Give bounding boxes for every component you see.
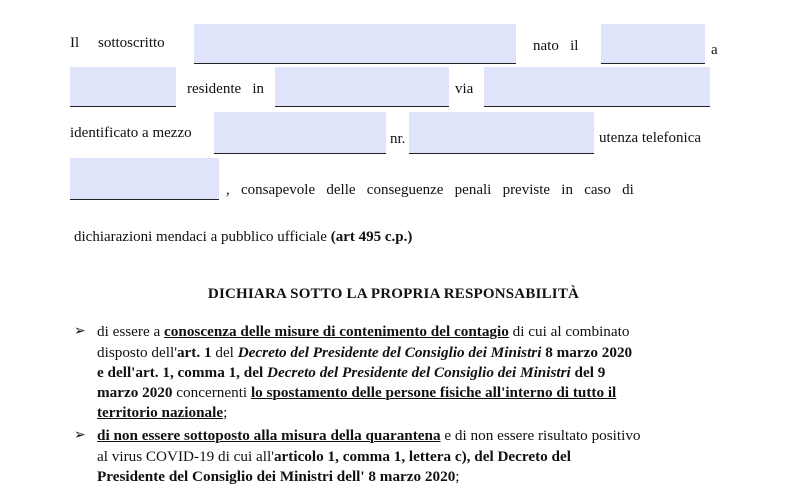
label-nr: nr.: [390, 131, 406, 147]
b2-line-3: [97, 467, 460, 487]
b1-l2b: art. 1: [176, 344, 212, 361]
id-document-field[interactable]: [214, 112, 386, 154]
b2-l2a: al virus COVID-19 di cui all': [97, 448, 274, 465]
label-residente-in: residente in: [187, 81, 265, 97]
art-reference: (art 495 c.p.): [330, 229, 413, 245]
label-nato-il: nato il: [533, 38, 579, 54]
birth-date-field[interactable]: [601, 24, 705, 64]
label-utenza: utenza telefonica: [599, 130, 702, 146]
id-number-field[interactable]: [409, 112, 594, 154]
b1-l2d: Decreto del Presidente del Consiglio dei Ministri: [237, 344, 542, 361]
label-identificato: identificato a mezzo: [70, 125, 192, 141]
label-consapevole: , consapevole delle conseguenze penali previste in caso di: [226, 182, 634, 198]
dichiarazioni-text: dichiarazioni mendaci a pubblico ufficiale: [74, 229, 331, 245]
section-heading: DICHIARA SOTTO LA PROPRIA RESPONSABILITÀ: [207, 286, 580, 302]
label-sottoscritto: sottoscritto: [98, 35, 165, 51]
residence-field[interactable]: [275, 67, 449, 107]
b1-l1a: di essere a: [97, 323, 165, 340]
b2-l1a: di non essere sottoposto alla misura della quarantena: [97, 427, 441, 444]
b1-l4b: concernenti: [172, 384, 251, 401]
b1-l1b: conoscenza delle misure di contenimento del contagio: [164, 323, 509, 340]
b1-l5b: ;: [223, 404, 228, 421]
b1-l2a: disposto dell': [97, 344, 177, 361]
street-field[interactable]: [484, 67, 710, 107]
dichiarazioni-line: [74, 228, 412, 246]
b1-l1c: di cui al combinato: [508, 323, 630, 340]
b1-l3a: e dell'art. 1, comma 1, del: [97, 364, 267, 381]
b2-l1b: e di non essere risultato positivo: [440, 427, 641, 444]
b1-line-3: [97, 363, 605, 383]
label-il: Il: [70, 35, 80, 51]
b1-l3c: del 9: [570, 364, 606, 381]
b2-l3a: Presidente del Consiglio dei Ministri dell' 8 marzo 2020: [97, 468, 456, 485]
b1-line-5: [97, 403, 227, 423]
name-field[interactable]: [194, 24, 516, 64]
b1-l2e: 8 marzo 2020: [541, 344, 633, 361]
b1-l5a: territorio nazionale: [97, 404, 224, 421]
b1-l4a: marzo 2020: [97, 384, 173, 401]
b2-l2b: articolo 1, comma 1, lettera c), del Decreto del: [273, 448, 571, 465]
label-a: a: [711, 42, 718, 58]
bullet-icon: ➢: [74, 324, 86, 339]
b1-line-1: [97, 322, 629, 342]
label-via: via: [455, 81, 474, 97]
b1-l2c: del: [211, 344, 238, 361]
b2-line-2: [97, 447, 571, 467]
b2-line-1: [97, 426, 641, 446]
b1-line-2: [97, 343, 632, 363]
b2-l3b: ;: [455, 468, 460, 485]
birth-place-field[interactable]: [70, 67, 176, 107]
b1-line-4: [97, 383, 616, 403]
bullet-icon: ➢: [74, 428, 86, 443]
b1-l3b: Decreto del Presidente del Consiglio dei Ministri: [266, 364, 571, 381]
phone-field[interactable]: [70, 158, 219, 200]
b1-l4c: lo spostamento delle persone fisiche all'interno di tutto il: [250, 384, 617, 401]
